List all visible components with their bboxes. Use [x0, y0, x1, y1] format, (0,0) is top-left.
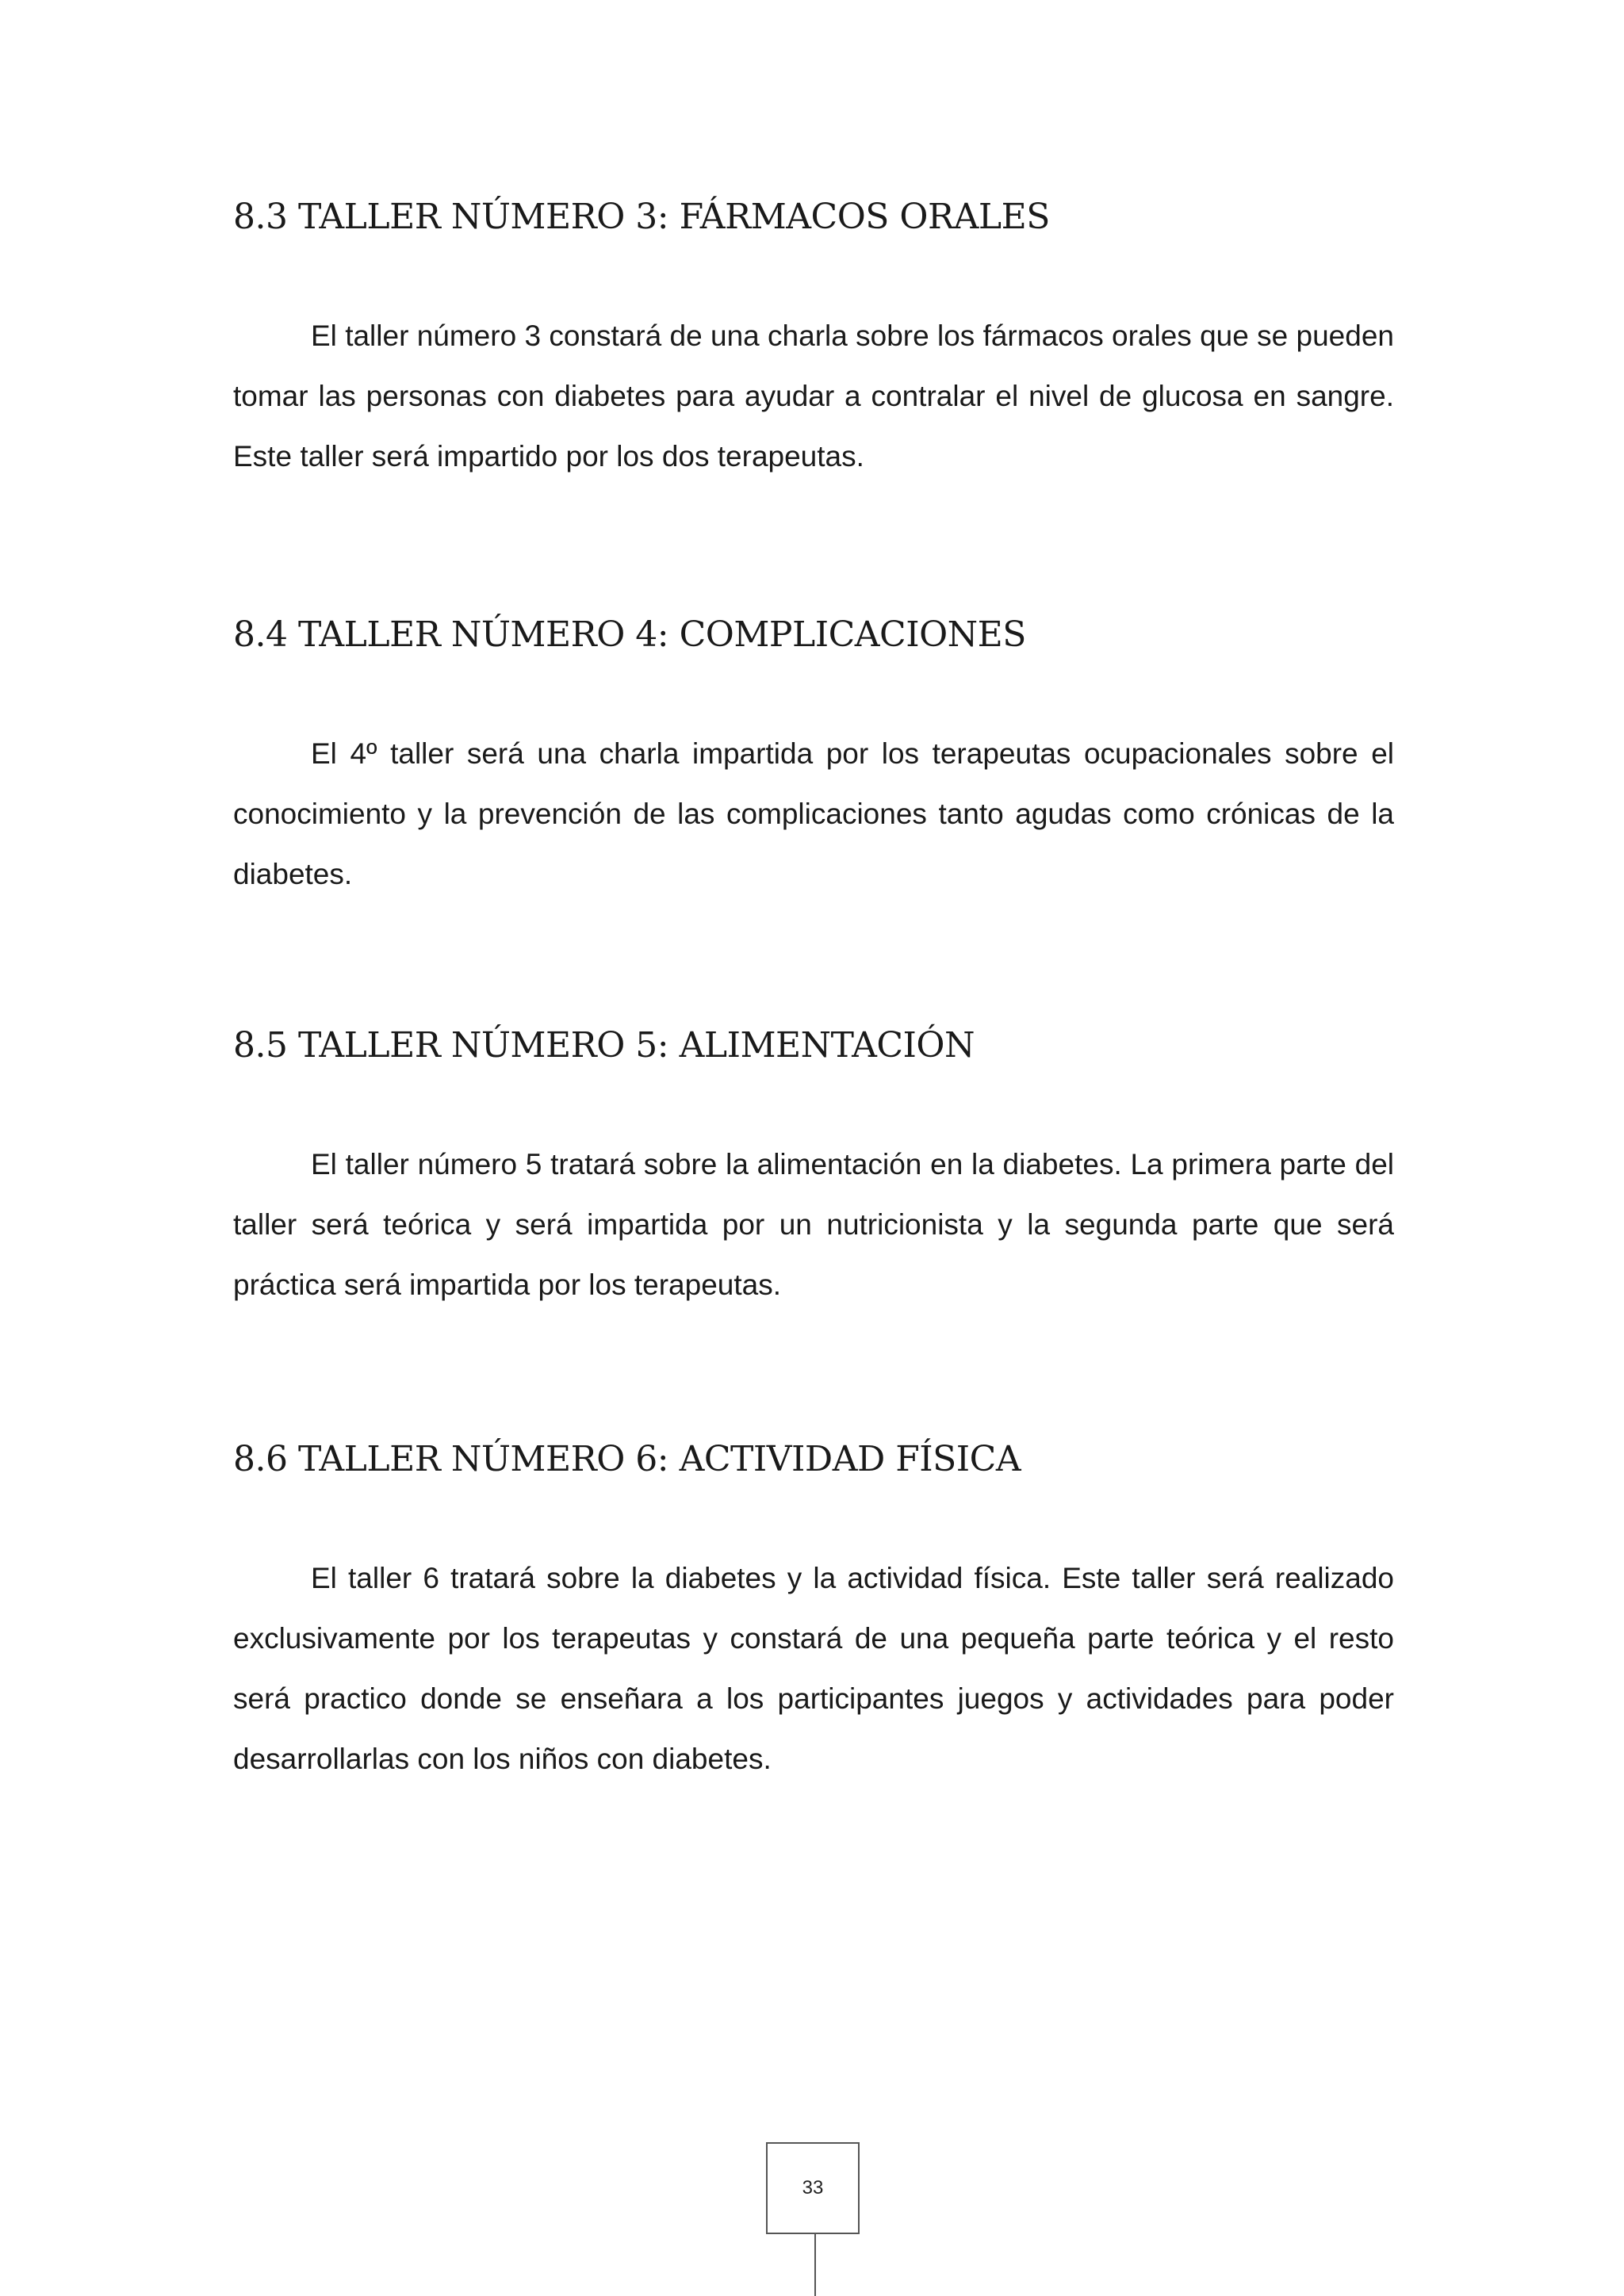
section-8-4	[233, 611, 1394, 905]
section-8-5	[233, 1022, 1394, 1315]
section-heading: 8.5 TALLER NÚMERO 5: ALIMENTACIÓN	[233, 1025, 975, 1066]
section-heading: 8.3 TALLER NÚMERO 3: FÁRMACOS ORALES	[233, 197, 1050, 237]
section-heading: 8.6 TALLER NÚMERO 6: ACTIVIDAD FÍSICA	[233, 1439, 1021, 1479]
section-8-6	[233, 1436, 1394, 1789]
section-paragraph: El 4º taller será una charla impartida por los terapeutas ocupacionales sobre el conocimiento y la prevención de las complicaciones tanto agudas como crónicas de la diabetes.	[233, 737, 1394, 890]
section-paragraph: El taller número 3 constará de una charla sobre los fármacos orales que se pueden tomar las personas con diabetes para ayudar a contralar el nivel de glucosa en sangre. Este taller será impartido por los dos terapeutas.	[233, 320, 1394, 473]
page-number-box	[766, 2142, 860, 2234]
page-number: 33	[802, 2177, 824, 2198]
section-8-3	[233, 193, 1394, 487]
page-number-connector-line	[814, 2234, 816, 2296]
section-paragraph: El taller 6 tratará sobre la diabetes y la actividad física. Este taller será realizado exclusivamente por los terapeutas y constará de una pequeña parte teórica y el resto será practico donde se enseñara a los participantes juegos y actividades para poder desarrollarlas con los niños con diabetes.	[233, 1562, 1394, 1775]
section-paragraph: El taller número 5 tratará sobre la alimentación en la diabetes. La primera parte del taller será teórica y será impartida por un nutricionista y la segunda parte que será práctica será impartida por los terapeutas.	[233, 1148, 1394, 1301]
section-heading: 8.4 TALLER NÚMERO 4: COMPLICACIONES	[233, 614, 1026, 655]
